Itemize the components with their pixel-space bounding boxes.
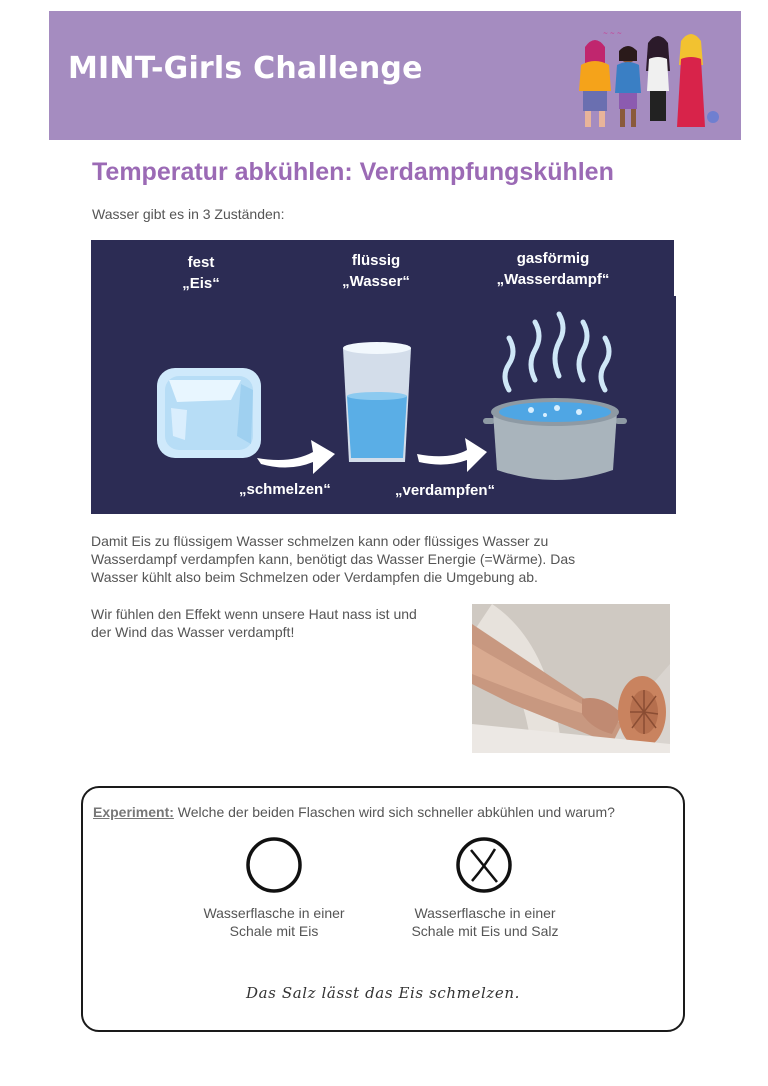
states-diagram xyxy=(91,240,676,514)
circle-empty-icon[interactable] xyxy=(245,836,303,894)
experiment-question xyxy=(93,804,615,820)
option-line: Wasserflasche in einer xyxy=(203,905,345,921)
svg-text:~ ~ ~: ~ ~ ~ xyxy=(603,30,622,37)
intro-text: Wasser gibt es in 3 Zuständen: xyxy=(92,206,285,222)
process-melt-label: „schmelzen“ xyxy=(239,481,331,498)
paragraph-line: Wasserdampf verdampfen kann, benötigt das Wasser Energie (=Wärme). Das xyxy=(91,551,576,567)
experiment-question-text: Welche der beiden Flaschen wird sich schneller abkühlen und warum? xyxy=(173,804,615,820)
state-gas-name: gasförmig xyxy=(516,250,590,267)
arrow-right-icon xyxy=(257,440,335,474)
state-liquid-label xyxy=(321,250,431,292)
option-line: Wasserflasche in einer xyxy=(414,905,556,921)
ice-cube-icon xyxy=(157,368,261,458)
glass-icon xyxy=(343,342,411,462)
option-line: Schale mit Eis xyxy=(229,923,319,939)
option-ice-salt xyxy=(385,904,585,940)
paragraph-line: Wasser kühlt also beim Schmelzen oder Verdampfen die Umgebung ab. xyxy=(91,569,538,585)
effect-paragraph xyxy=(91,605,461,641)
state-liquid-example: „Wasser“ xyxy=(342,273,410,290)
process-evaporate-label: „verdampfen“ xyxy=(395,482,496,499)
arrow-right-icon xyxy=(417,438,487,472)
state-gas-label xyxy=(483,248,623,290)
steam-icon xyxy=(505,314,609,390)
state-solid-label xyxy=(161,252,241,294)
arm-fan-photo xyxy=(472,604,670,753)
paragraph-line: Wir fühlen den Effekt wenn unsere Haut nass ist und xyxy=(91,606,417,622)
explanation-paragraph xyxy=(91,532,691,586)
circle-crossed-icon[interactable] xyxy=(455,836,513,894)
paragraph-line: Damit Eis zu flüssigem Wasser schmelzen kann oder flüssiges Wasser zu xyxy=(91,533,549,549)
state-solid-name: fest xyxy=(187,254,215,271)
paragraph-line: der Wind das Wasser verdampft! xyxy=(91,624,295,640)
pot-icon xyxy=(483,398,627,480)
header-title: MINT-Girls Challenge xyxy=(68,51,423,86)
option-line: Schale mit Eis und Salz xyxy=(411,923,559,939)
girls-illustration xyxy=(573,21,723,133)
option-ice xyxy=(174,904,374,940)
experiment-label: Experiment: xyxy=(93,804,174,820)
experiment-box xyxy=(81,786,685,1032)
state-liquid-name: flüssig xyxy=(351,252,401,269)
handwritten-answer: Das Salz lässt das Eis schmelzen. xyxy=(246,984,520,1002)
page-title: Temperatur abkühlen: Verdampfungskühlen xyxy=(92,158,614,186)
header-banner xyxy=(49,11,741,140)
state-gas-example: „Wasserdampf“ xyxy=(496,271,610,288)
state-solid-example: „Eis“ xyxy=(182,275,220,292)
